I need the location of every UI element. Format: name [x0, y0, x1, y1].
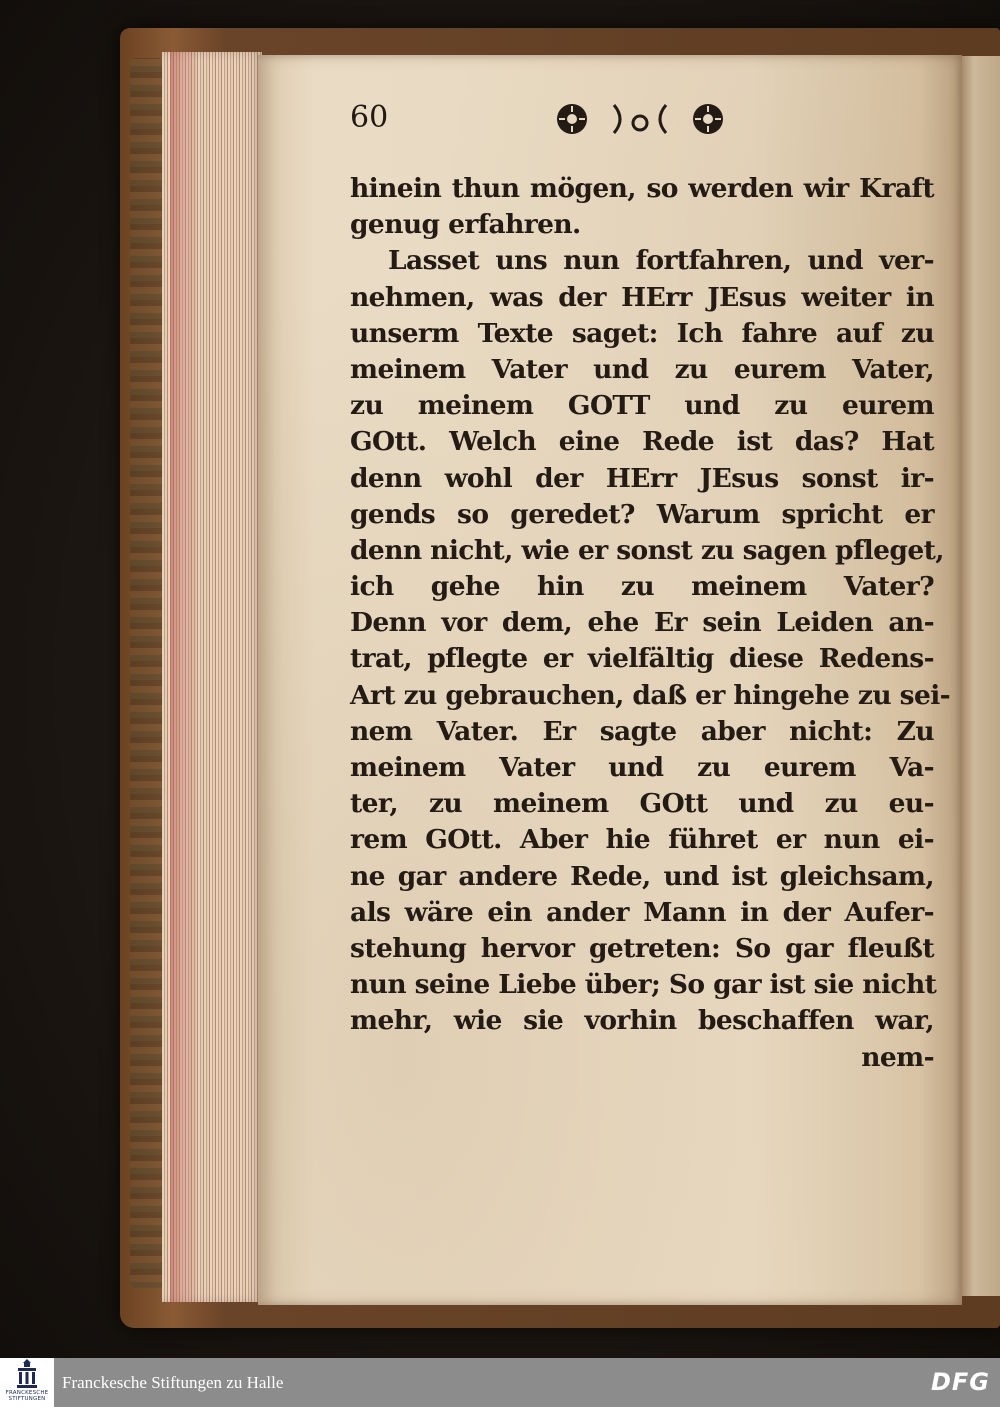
- text-line: GOtt. Welch eine Rede ist das? Hat: [350, 426, 934, 458]
- footer-bar: [0, 1358, 1000, 1407]
- text-line: trat, pflegte er vielfältig diese Redens-: [350, 643, 934, 675]
- text-line: ne gar andere Rede, und ist gleichsam,: [350, 860, 934, 892]
- text-line: als wäre ein ander Mann in der Aufer-: [350, 896, 934, 928]
- dfg-logo[interactable]: DFG: [930, 1368, 990, 1396]
- text-line: meinem Vater und zu eurem Va-: [350, 752, 934, 783]
- text-line: stehung hervor getreten: So gar fleußt: [350, 932, 934, 964]
- text-line: genug erfahren.: [350, 209, 581, 241]
- text-line: nem Vater. Er sagte aber nicht: Zu: [350, 715, 934, 747]
- text-line: nun seine Liebe über; So gar ist sie nicht: [350, 969, 937, 1001]
- page-header: [350, 93, 850, 143]
- book-page: [258, 55, 962, 1305]
- building-icon: [0, 1358, 54, 1390]
- text-line: rem GOtt. Aber hie führet er nun ei-: [350, 824, 934, 856]
- text-line: zu meinem GOTT und zu eurem: [350, 390, 934, 422]
- text-line: unserm Texte saget: Ich fahre auf zu: [350, 317, 934, 349]
- running-head-ornament-icon: [550, 97, 730, 141]
- catchword: nem-: [861, 1041, 934, 1073]
- body-text: [350, 171, 951, 1076]
- text-line: ich gehe hin zu meinem Vater?: [350, 571, 934, 603]
- logo-caption: FRANCKESCHE STIFTUNGEN: [5, 1390, 49, 1402]
- text-line: ter, zu meinem GOtt und zu eu-: [350, 788, 934, 820]
- facing-page-edge: [962, 56, 1000, 1296]
- text-line: Denn vor dem, ehe Er sein Leiden an-: [350, 607, 934, 639]
- text-line: hinein thun mögen, so werden wir Kraft: [350, 173, 934, 204]
- text-line: nehmen, was der HErr JEsus weiter in: [350, 281, 934, 313]
- text-line: gends so geredet? Warum spricht er: [350, 498, 934, 530]
- text-line: Lasset uns nun fortfahren, und ver-: [388, 245, 934, 277]
- text-line: denn wohl der HErr JEsus sonst ir-: [350, 462, 934, 494]
- page-edges: [162, 52, 262, 1302]
- franckesche-logo[interactable]: [0, 1358, 54, 1407]
- institution-name[interactable]: Franckesche Stiftungen zu Halle: [62, 1373, 284, 1392]
- page-number: 60: [350, 100, 389, 135]
- text-line: denn nicht, wie er sonst zu sagen pfleget,: [350, 534, 944, 566]
- text-line: mehr, wie sie vorhin beschaffen war,: [350, 1005, 934, 1037]
- text-line: Art zu gebrauchen, daß er hingehe zu sei-: [350, 679, 951, 711]
- text-line: meinem Vater und zu eurem Vater,: [350, 353, 934, 385]
